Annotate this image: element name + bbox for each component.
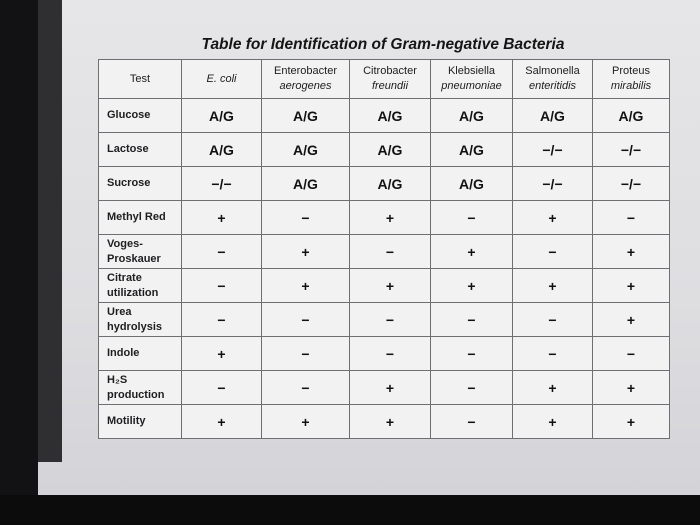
result-cell: A/G (350, 99, 431, 133)
table-row (99, 167, 670, 201)
table-row (99, 133, 670, 167)
row-label-line2: Proskauer (107, 252, 161, 265)
row-label (99, 405, 182, 439)
header-salmonella (513, 60, 593, 99)
result-cell: A/G (262, 99, 350, 133)
row-label (99, 269, 182, 303)
row-label-line1: Sucrose (107, 177, 151, 189)
result-cell: −/− (593, 133, 670, 167)
result-cell: + (350, 405, 431, 439)
result-cell: + (513, 269, 593, 303)
result-cell: − (431, 201, 513, 235)
table-row (99, 269, 670, 303)
result-cell: − (262, 337, 350, 371)
result-cell: A/G (431, 167, 513, 201)
result-cell: + (182, 337, 262, 371)
result-cell: − (593, 337, 670, 371)
row-label-line1: Motility (107, 415, 146, 427)
header-label-species: aerogenes (279, 80, 332, 92)
result-cell: + (431, 235, 513, 269)
result-cell: A/G (182, 99, 262, 133)
header-label: Enterobacter (274, 65, 337, 77)
table-row (99, 201, 670, 235)
result-cell: A/G (350, 133, 431, 167)
table-row (99, 405, 670, 439)
result-cell: −/− (513, 167, 593, 201)
result-cell: − (431, 303, 513, 337)
table-title: Table for Identification of Gram-negative Bacteria (201, 36, 565, 53)
table-row (99, 303, 670, 337)
result-cell: + (262, 235, 350, 269)
result-cell: + (513, 201, 593, 235)
row-label-line1: Indole (107, 347, 140, 359)
result-cell: A/G (262, 167, 350, 201)
row-label (99, 201, 182, 235)
result-cell: − (182, 235, 262, 269)
row-label-line1: Urea (107, 305, 132, 318)
result-cell: A/G (262, 133, 350, 167)
header-proteus (593, 60, 670, 99)
result-cell: − (431, 405, 513, 439)
result-cell: + (513, 371, 593, 405)
row-label (99, 167, 182, 201)
result-cell: + (593, 269, 670, 303)
result-cell: + (431, 269, 513, 303)
result-cell: + (593, 371, 670, 405)
result-cell: + (593, 303, 670, 337)
result-cell: − (513, 337, 593, 371)
table-body (99, 99, 670, 439)
row-label-line2: utilization (107, 286, 159, 299)
row-label (99, 303, 182, 337)
result-cell: −/− (182, 167, 262, 201)
result-cell: + (593, 235, 670, 269)
header-label: Proteus (612, 65, 650, 77)
header-label-species: enteritidis (528, 80, 577, 92)
header-enterobacter (262, 60, 350, 99)
row-label-line1: Methyl Red (107, 211, 166, 223)
table-row (99, 99, 670, 133)
result-cell: + (262, 405, 350, 439)
left-dark-edge (0, 0, 38, 525)
result-cell: A/G (350, 167, 431, 201)
result-cell: − (350, 303, 431, 337)
result-cell: A/G (431, 133, 513, 167)
row-label-line2: production (107, 388, 165, 401)
result-cell: A/G (182, 133, 262, 167)
result-cell: − (513, 235, 593, 269)
result-cell: − (182, 269, 262, 303)
row-label-line1: Voges- (107, 237, 143, 250)
result-cell: A/G (431, 99, 513, 133)
result-cell: − (593, 201, 670, 235)
result-cell: − (182, 371, 262, 405)
result-cell: + (182, 405, 262, 439)
result-cell: + (262, 269, 350, 303)
result-cell: − (262, 371, 350, 405)
table-row (99, 337, 670, 371)
row-label-line1: Lactose (107, 143, 149, 155)
result-cell: A/G (593, 99, 670, 133)
header-label: Klebsiella (447, 65, 496, 77)
row-label (99, 133, 182, 167)
header-e-coli (182, 60, 262, 99)
result-cell: − (431, 337, 513, 371)
header-klebsiella (431, 60, 513, 99)
result-cell: − (262, 303, 350, 337)
result-cell: + (182, 201, 262, 235)
result-cell: + (350, 371, 431, 405)
result-cell: + (350, 269, 431, 303)
row-label (99, 99, 182, 133)
row-label (99, 235, 182, 269)
row-label-line1: Citrate (107, 271, 142, 284)
table-row (99, 235, 670, 269)
header-label: Salmonella (525, 65, 580, 77)
result-cell: + (513, 405, 593, 439)
header-row (99, 60, 670, 99)
result-cell: −/− (593, 167, 670, 201)
result-cell: + (593, 405, 670, 439)
row-label-line1: Glucose (107, 109, 151, 121)
header-label: Citrobacter (363, 65, 417, 77)
result-cell: A/G (513, 99, 593, 133)
header-label-species: pneumoniae (441, 80, 502, 92)
result-cell: + (350, 201, 431, 235)
row-label (99, 337, 182, 371)
table-row (99, 371, 670, 405)
row-label-line2: hydrolysis (107, 320, 163, 333)
header-citrobacter (350, 60, 431, 99)
result-cell: − (350, 235, 431, 269)
result-cell: − (182, 303, 262, 337)
header-label: E. coli (206, 72, 237, 85)
result-cell: − (431, 371, 513, 405)
header-test: Test (99, 60, 182, 99)
row-label-line1: H₂S (107, 373, 128, 386)
row-label (99, 371, 182, 405)
paper-shadow-band (38, 0, 62, 462)
result-cell: − (513, 303, 593, 337)
identification-table (98, 59, 670, 439)
bottom-dark-edge (0, 495, 700, 525)
result-cell: − (262, 201, 350, 235)
result-cell: −/− (513, 133, 593, 167)
result-cell: − (350, 337, 431, 371)
header-label-species: freundii (371, 80, 409, 92)
header-label-species: mirabilis (610, 80, 652, 92)
